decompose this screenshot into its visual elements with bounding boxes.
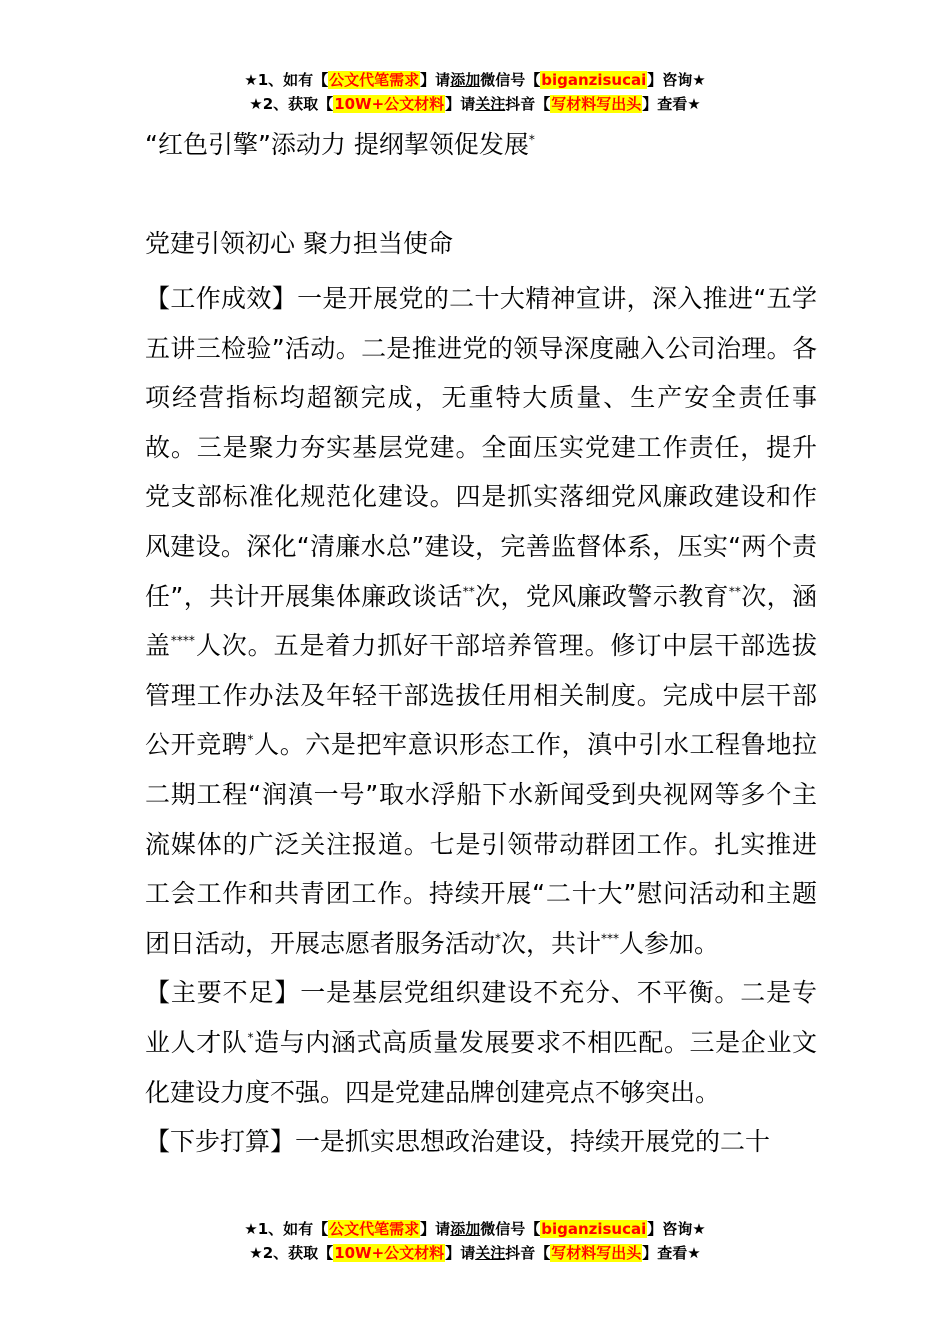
highlight-douyin: 写材料写出头: [551, 95, 642, 113]
highlight-wechat-id: biganzisucai: [541, 1220, 647, 1238]
paragraph-shortcomings: 【主要不足】一是基层党组织建设不充分、不平衡。二是专业人才队*造与内涵式高质量发展要求不相匹配。三是企业文化建设力度不强。四是党建品牌创建亮点不够突出。: [145, 978, 817, 1107]
document-body: [145, 274, 817, 1167]
banner-line-2: ★2、获取【10W+公文材料】请关注抖音【写材料写出头】查看★: [249, 1244, 701, 1262]
paragraph-next-steps: 【下步打算】一是抓实思想政治建设，持续开展党的二十: [145, 1127, 771, 1157]
highlight-service: 公文代笔需求: [329, 1220, 420, 1238]
highlight-douyin: 写材料写出头: [551, 1244, 642, 1262]
document-title: “红色引擎”添动力 提纲挈领促发展*: [145, 130, 535, 159]
banner-line-1: ★1、如有【公文代笔需求】请添加微信号【biganzisucai】咨询★: [244, 71, 706, 89]
banner-line-1: ★1、如有【公文代笔需求】请添加微信号【biganzisucai】咨询★: [244, 1220, 706, 1238]
footnote-mark: *: [528, 132, 535, 147]
section-heading: 党建引领初心 聚力担当使命: [145, 229, 453, 258]
banner-line-2: ★2、获取【10W+公文材料】请关注抖音【写材料写出头】查看★: [249, 95, 701, 113]
highlight-materials: 10W+公文材料: [334, 1244, 445, 1262]
paragraph-work-results: 【工作成效】一是开展党的二十大精神宣讲，深入推进“五学五讲三检验”活动。二是推进党的领导深度融入公司治理。各项经营指标均超额完成，无重特大质量、生产安全责任事故。三是聚力夯实基层党建。全面压实党建工作责任，提升党支部标准化规范化建设。四是抓实落细党风廉政建设和作风建设。深化“清廉水总”建设，完善监督体系，压实“两个责任”，共计开展集体廉政谈话**次，党风廉政警示教育**次，涵盖****人次。五是着力抓好干部培养管理。修订中层干部选拔管理工作办法及年轻干部选拔任用相关制度。完成中层干部公开竞聘*人。六是把牢意识形态工作，滇中引水工程鲁地拉二期工程“润滇一号”取水浮船下水新闻受到央视网等多个主流媒体的广泛关注报道。七是引领带动群团工作。扎实推进工会工作和共青团工作。持续开展“二十大”慰问活动和主题团日活动，开展志愿者服务活动*次，共计***人参加。: [145, 284, 817, 958]
highlight-service: 公文代笔需求: [329, 71, 420, 89]
highlight-wechat-id: biganzisucai: [541, 71, 647, 89]
highlight-materials: 10W+公文材料: [334, 95, 445, 113]
